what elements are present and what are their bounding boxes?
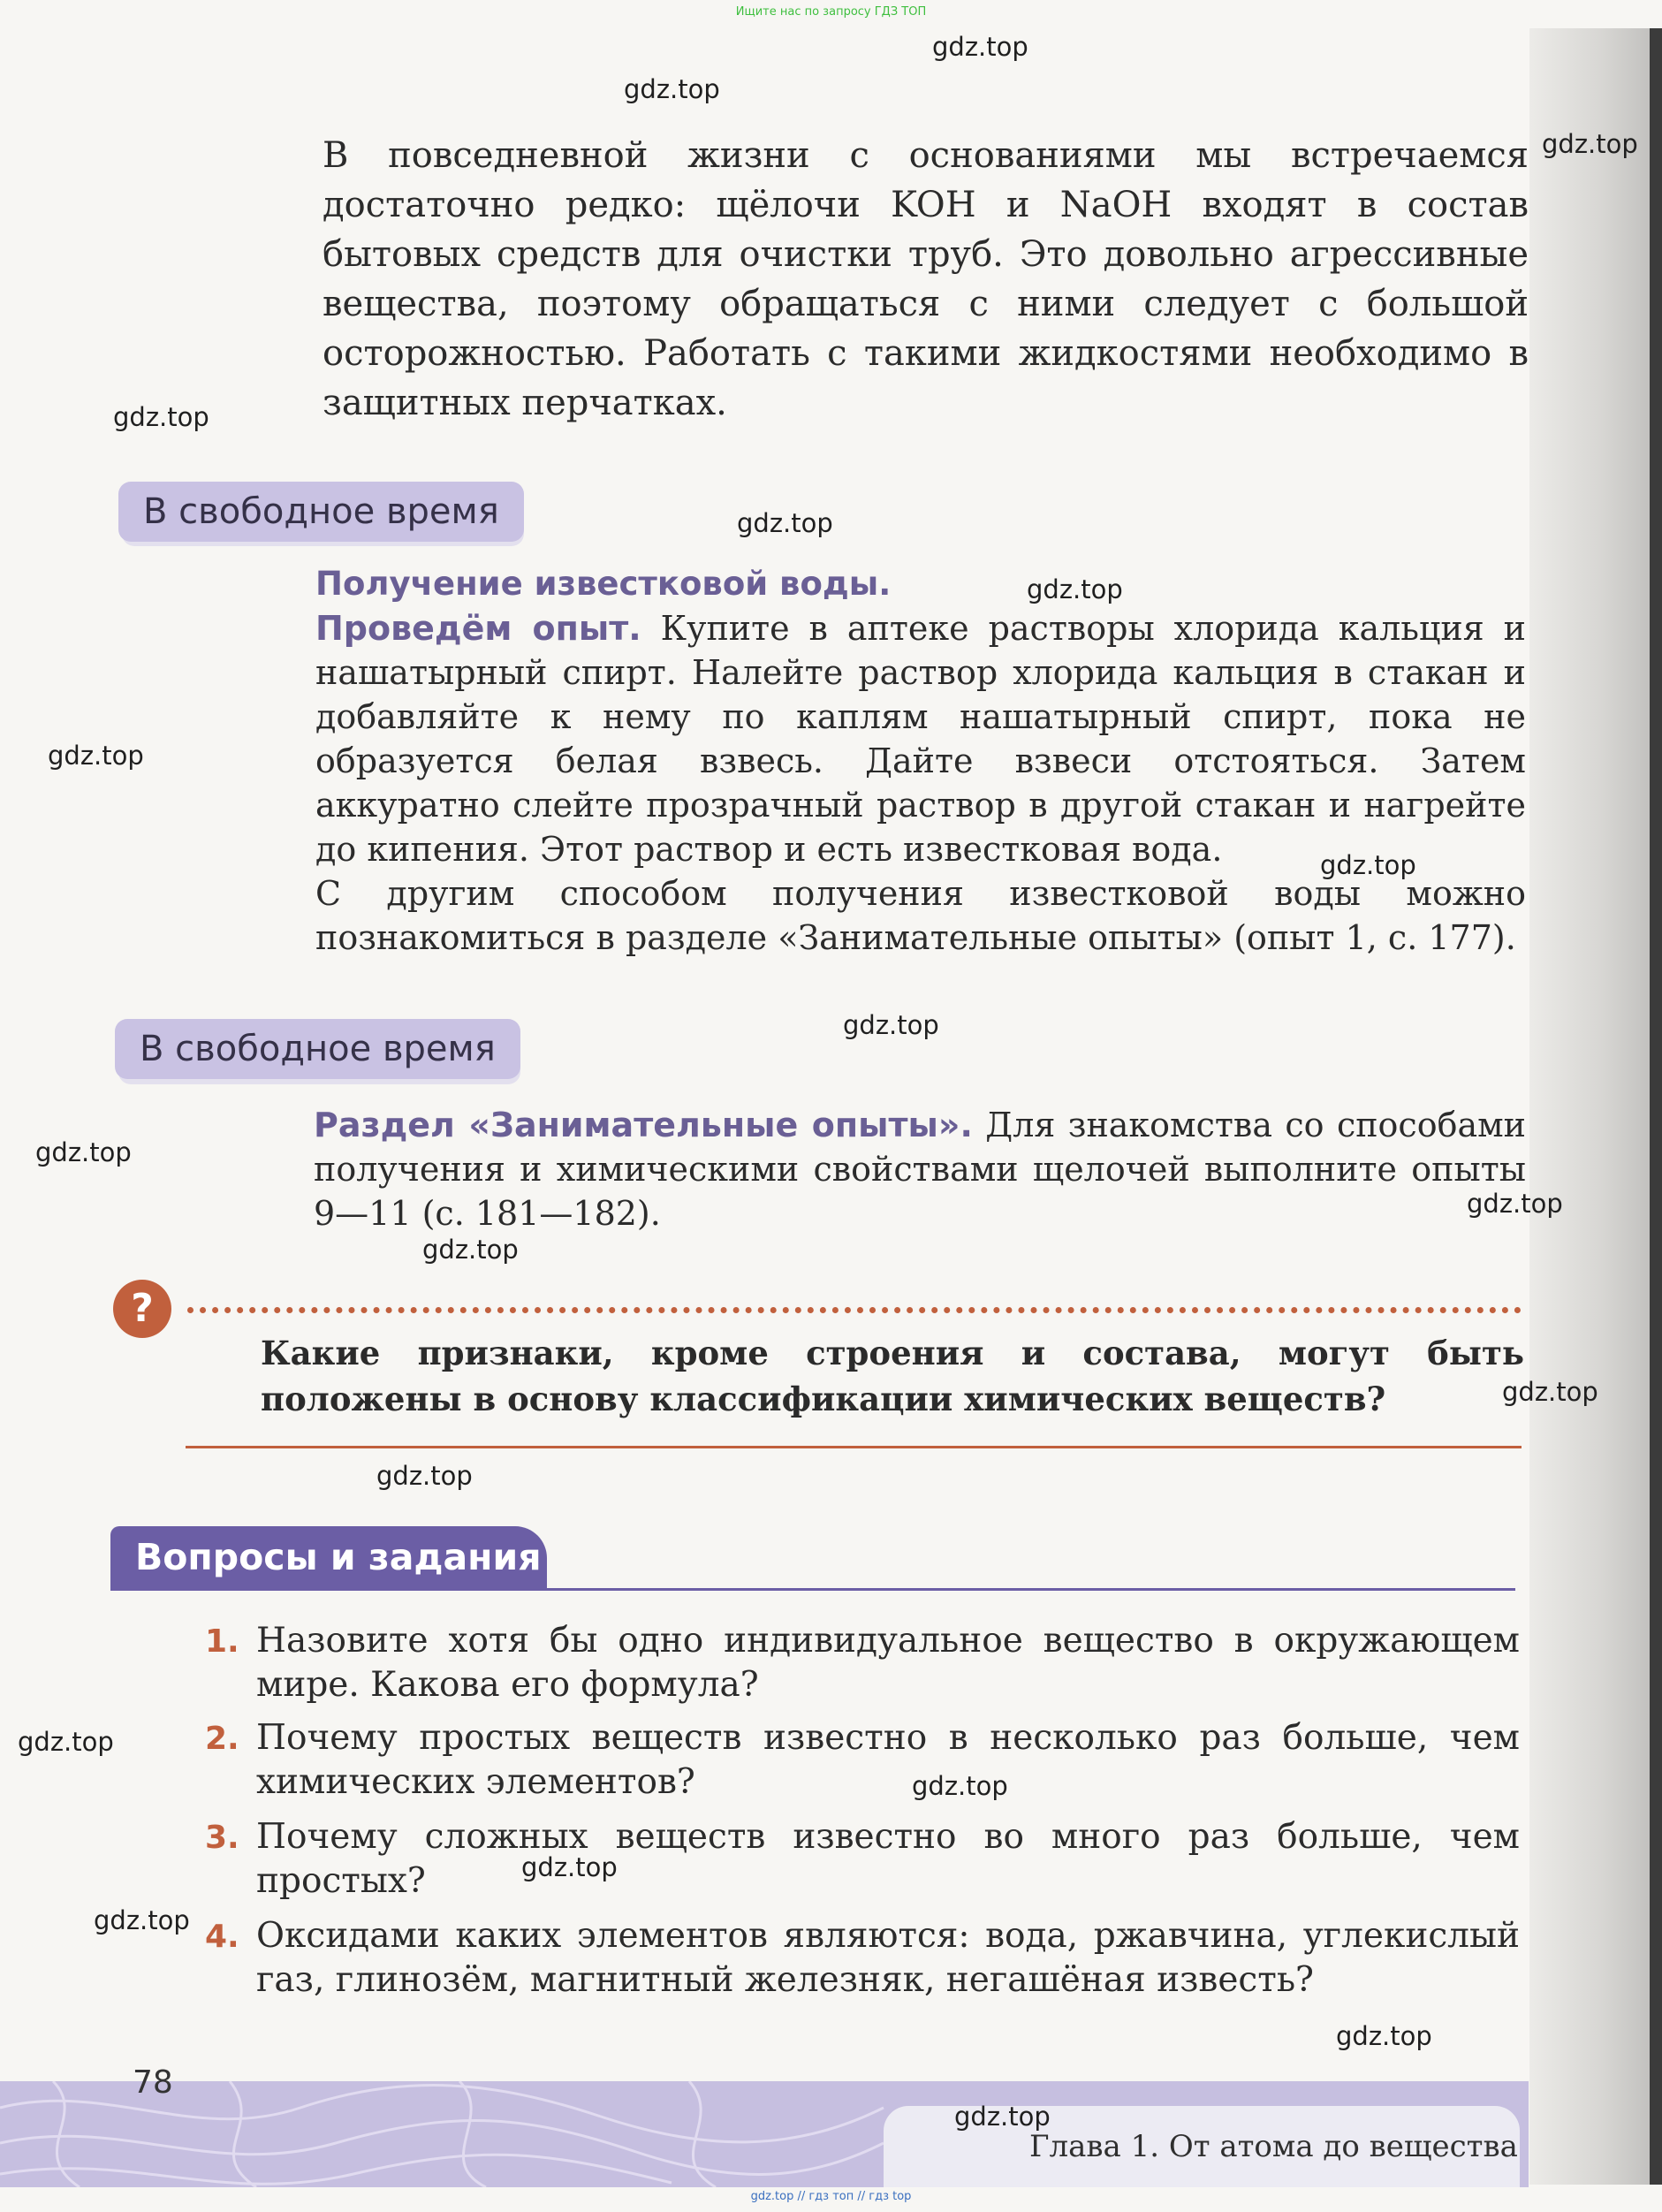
page-binding-shadow bbox=[1529, 28, 1662, 2185]
watermark: gdz.top bbox=[843, 1010, 939, 1040]
watermark: gdz.top bbox=[912, 1771, 1008, 1801]
experiment-text: Купите в аптеке растворы хлорида кальция и нашатырный спирт. Налейте раствор хлорида кальция в стакан и добавляйте к нему по каплям нашатырный спирт, пока не образуется белая взвесь. Дайте взвеси отстояться. Затем аккуратно слейте прозрачный раствор в другой стакан и нагрейте до кипения. Этот раствор и есть известковая вода. bbox=[315, 609, 1526, 869]
question-number: 1. bbox=[205, 1623, 239, 1660]
section-lead: Раздел «Занимательные опыты». bbox=[314, 1106, 973, 1144]
watermark: gdz.top bbox=[932, 32, 1028, 62]
page-edge bbox=[1650, 28, 1662, 2185]
free-time-block-2 bbox=[314, 1103, 1526, 1235]
watermark: gdz.top bbox=[521, 1852, 618, 1882]
free-time-badge-2: В свободное время bbox=[115, 1019, 520, 1079]
section-divider bbox=[110, 1588, 1515, 1591]
watermark: gdz.top bbox=[1542, 129, 1638, 159]
question-mark-icon: ? bbox=[113, 1280, 171, 1338]
watermark: gdz.top bbox=[954, 2102, 1051, 2132]
question-text: Оксидами каких элементов являются: вода, ржавчина, углекислый газ, глинозём, магнитный железняк, негашёная известь? bbox=[256, 1916, 1520, 2000]
watermark: gdz.top bbox=[1502, 1377, 1598, 1407]
experiment-lead: Проведём опыт. bbox=[315, 609, 641, 648]
question-number: 2. bbox=[205, 1721, 239, 1757]
watermark: gdz.top bbox=[1320, 850, 1416, 880]
question-text: Почему простых веществ известно в несколько раз больше, чем химических элементов? bbox=[256, 1718, 1520, 1802]
watermark: gdz.top bbox=[1467, 1189, 1563, 1219]
chapter-title: Глава 1. От атома до вещества bbox=[1029, 2129, 1518, 2164]
watermark: gdz.top bbox=[376, 1461, 473, 1491]
watermark: gdz.top bbox=[422, 1235, 519, 1265]
watermark: gdz.top bbox=[18, 1727, 114, 1757]
free-time-heading: Получение известковой воды. bbox=[315, 565, 892, 603]
watermark: gdz.top bbox=[737, 508, 833, 538]
free-time-paragraph-1 bbox=[315, 606, 1526, 871]
question-item bbox=[205, 1716, 1520, 1805]
question-number: 4. bbox=[205, 1919, 239, 1955]
dotted-divider bbox=[187, 1307, 1522, 1313]
free-time-block-1 bbox=[315, 562, 1526, 960]
thinking-question: Какие признаки, кроме строения и состава, могут быть положены в основу классификации химических веществ? bbox=[261, 1334, 1524, 1418]
watermark: gdz.top bbox=[1336, 2021, 1432, 2051]
intro-paragraph: В повседневной жизни с основаниями мы встречаемся достаточно редко: щёлочи KOH и NaOH входят в состав бытовых средств для очистки труб. Это довольно агрессивные вещества, поэтому обращаться с ними следует с большой осторожностью. Работать с такими жидкостями необходимо в защитных перчатках. bbox=[323, 135, 1529, 423]
page-number: 78 bbox=[133, 2064, 173, 2101]
watermark: gdz.top bbox=[94, 1905, 190, 1935]
question-number: 3. bbox=[205, 1820, 239, 1856]
question-item bbox=[205, 1815, 1520, 1904]
watermark: gdz.top bbox=[113, 402, 209, 432]
question-underline bbox=[186, 1446, 1522, 1448]
watermark: gdz.top bbox=[35, 1137, 132, 1167]
section-text: Для знакомства со способами получения и химическими свойствами щелочей выполните опыты 9—11 (с. 181—182). bbox=[314, 1106, 1527, 1233]
watermark: gdz.top bbox=[1027, 574, 1123, 604]
question-text: Назовите хотя бы одно индивидуальное вещество в окружающем мире. Какова его формула? bbox=[256, 1621, 1520, 1705]
free-time-paragraph-2: С другим способом получения известковой воды можно познакомиться в разделе «Занимательные опыты» (опыт 1, с. 177). bbox=[315, 874, 1526, 957]
watermark: gdz.top bbox=[624, 74, 720, 104]
watermark: gdz.top bbox=[48, 741, 144, 771]
question-item bbox=[205, 1914, 1520, 2003]
free-time-badge-1: В свободное время bbox=[118, 482, 524, 542]
question-text: Почему сложных веществ известно во много раз больше, чем простых? bbox=[256, 1817, 1520, 1901]
header-note: Ищите нас по запросу ГДЗ ТОП bbox=[735, 5, 927, 19]
question-item bbox=[205, 1619, 1520, 1707]
footer-note: gdz.top // гдз топ // гдз top bbox=[750, 2190, 912, 2203]
questions-section-title: Вопросы и задания bbox=[110, 1526, 547, 1588]
